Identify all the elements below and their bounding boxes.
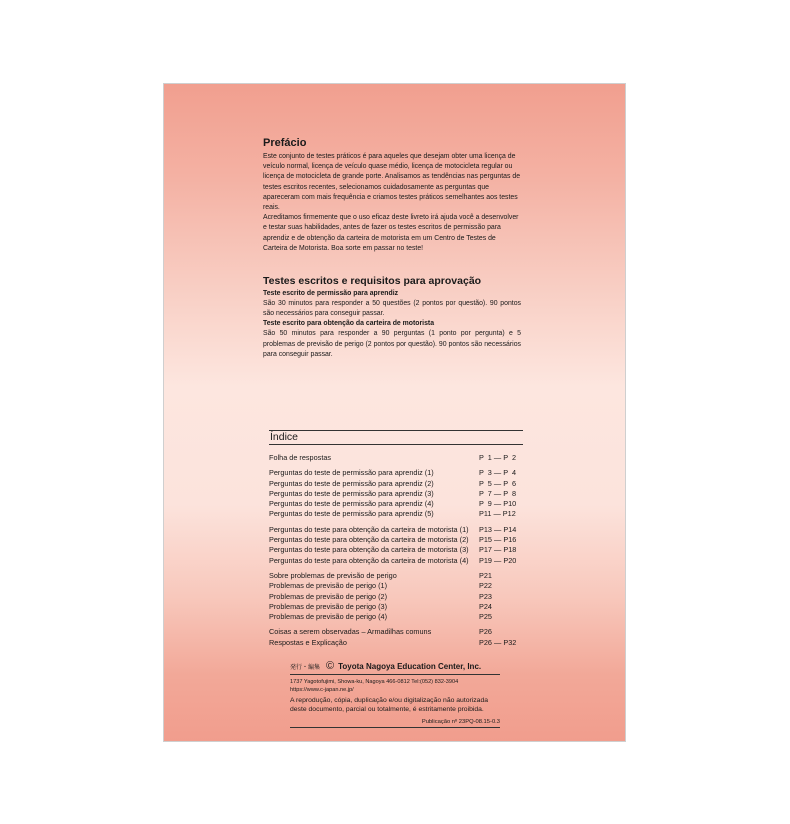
toc-entry	[269, 638, 523, 648]
toc-entry	[269, 525, 523, 535]
requirements-section	[263, 275, 521, 360]
toc-entry-page: P25	[479, 612, 492, 622]
publication-number: Publicação nº 23PQ-08.15-0.3	[290, 719, 500, 728]
toc-entry	[269, 509, 523, 519]
toc-entry-page: P19 — P20	[479, 555, 517, 565]
toc-entry-label: Problemas de previsão de perigo (2)	[269, 591, 388, 601]
toc-entry	[269, 571, 523, 581]
toc-entry-label: Problemas de previsão de perigo (3)	[269, 601, 388, 611]
toc-entry-label: Perguntas do teste de permissão para aprendiz (4)	[269, 499, 434, 509]
toc-entry-label: Folha de respostas	[269, 453, 332, 462]
toc-entry-label: Perguntas do teste para obtenção da carteira de motorista (3)	[269, 545, 469, 555]
requirements-text: São 50 minutos para responder a 90 perguntas (1 ponto por pergunta) e 5 problemas de previsão de perigo (2 pontos por questão). 90 pontos são necessários para conseguir passar.	[263, 330, 521, 358]
toc-entry-page: P24	[479, 601, 492, 611]
copyright-notice: A reprodução, cópia, duplicação e/ou digitalização não autorizada deste documento, parcial ou totalmente, é estritamente proibida.	[290, 697, 489, 713]
toc-entry-page: P 9 — P10	[479, 499, 517, 509]
toc-entry-label: Perguntas do teste de permissão para aprendiz (1)	[269, 468, 434, 478]
toc-entry-label: Perguntas do teste para obtenção da carteira de motorista (4)	[269, 555, 469, 565]
toc-entry	[269, 545, 523, 555]
toc-entry	[269, 612, 523, 622]
publisher-jp-label: 発行・編集	[290, 664, 321, 671]
toc-entry-page: P13 — P14	[479, 524, 517, 534]
toc-entry-page: P21	[479, 570, 492, 580]
toc-entry	[269, 453, 523, 463]
toc-entry	[269, 468, 523, 478]
toc-entry-page: P22	[479, 581, 492, 591]
toc-entry-label: Problemas de previsão de perigo (1)	[269, 581, 388, 591]
toc-entry-page: P 7 — P 8	[479, 488, 517, 498]
toc-entry-label: Coisas a serem observadas – Armadilhas comuns	[269, 627, 432, 637]
toc-entry	[269, 499, 523, 509]
toc-entry-label: Problemas de previsão de perigo (4)	[269, 612, 388, 622]
table-of-contents	[269, 430, 523, 648]
toc-entry	[269, 592, 523, 602]
preface-paragraph: Este conjunto de testes práticos é para aqueles que desejam obter uma licença de veículo normal, licença de veículo quase médio, licença de motocicleta regular ou licença de motocicleta de grande porte. Analisamos as tendências nas perguntas de testes escritos recentes, selecionamos cuidadosamente as perguntas que apareceram com mais frequência e criamos testes práticos semelhantes aos testes reais.	[263, 153, 521, 212]
requirements-text: São 30 minutos para responder a 50 questões (2 pontos por questão). 90 pontos são necessários para conseguir passar.	[263, 300, 521, 318]
publisher-name: Toyota Nagoya Education Center, Inc.	[338, 661, 482, 671]
toc-entry-page: P 3 — P 4	[479, 468, 517, 478]
toc-entry-label: Respostas e Explicação	[269, 637, 347, 647]
toc-list	[269, 453, 523, 648]
document-page	[163, 83, 626, 742]
publisher-block	[290, 660, 500, 728]
publisher-url: https://www.c-japan.ne.jp/	[290, 687, 354, 693]
toc-entry-page: P15 — P16	[479, 535, 517, 545]
publisher-header	[290, 660, 500, 675]
toc-entry	[269, 479, 523, 489]
requirements-title: Testes escritos e requisitos para aprovação	[263, 275, 482, 287]
toc-entry-label: Perguntas do teste para obtenção da carteira de motorista (1)	[269, 524, 469, 534]
preface-section	[263, 137, 521, 254]
toc-entry-page: P 5 — P 6	[479, 478, 517, 488]
toc-entry-page: P26	[479, 627, 492, 637]
toc-entry-page: P 1 — P 2	[479, 453, 517, 462]
toc-entry	[269, 602, 523, 612]
toc-entry-label: Perguntas do teste de permissão para aprendiz (3)	[269, 488, 434, 498]
toc-entry	[269, 489, 523, 499]
toc-entry	[269, 627, 523, 637]
toc-entry-label: Perguntas do teste de permissão para aprendiz (5)	[269, 509, 434, 519]
preface-paragraph: Acreditamos firmemente que o uso eficaz deste livreto irá ajuda você a desenvolver e testar suas habilidades, antes de fazer os testes escritos de permissão para aprendiz e de obtenção da carteira de motorista em um Centro de Testes de Carteira de Motorista. Boa sorte em passar no teste!	[263, 214, 519, 252]
copyright-icon: ©	[326, 660, 335, 672]
toc-entry-label: Perguntas do teste para obtenção da carteira de motorista (2)	[269, 535, 469, 545]
toc-title: Índice	[269, 430, 523, 445]
toc-entry-page: P17 — P18	[479, 545, 517, 555]
publisher-address: 1737 Yagotofujimi, Showa-ku, Nagoya 466-0812 Tel:(052) 832-3904	[290, 679, 459, 685]
toc-entry	[269, 556, 523, 566]
toc-entry-page: P23	[479, 591, 492, 601]
toc-entry-label: Sobre problemas de previsão de perigo	[269, 570, 397, 580]
toc-entry	[269, 581, 523, 591]
toc-entry-page: P11 — P12	[479, 509, 516, 519]
toc-entry	[269, 535, 523, 545]
preface-title: Prefácio	[263, 137, 307, 149]
requirements-heading: Teste escrito de permissão para aprendiz	[263, 290, 399, 297]
toc-entry-page: P26 — P32	[479, 637, 517, 647]
toc-entry-label: Perguntas do teste de permissão para aprendiz (2)	[269, 478, 434, 488]
requirements-heading: Teste escrito para obtenção da carteira de motorista	[263, 320, 435, 328]
